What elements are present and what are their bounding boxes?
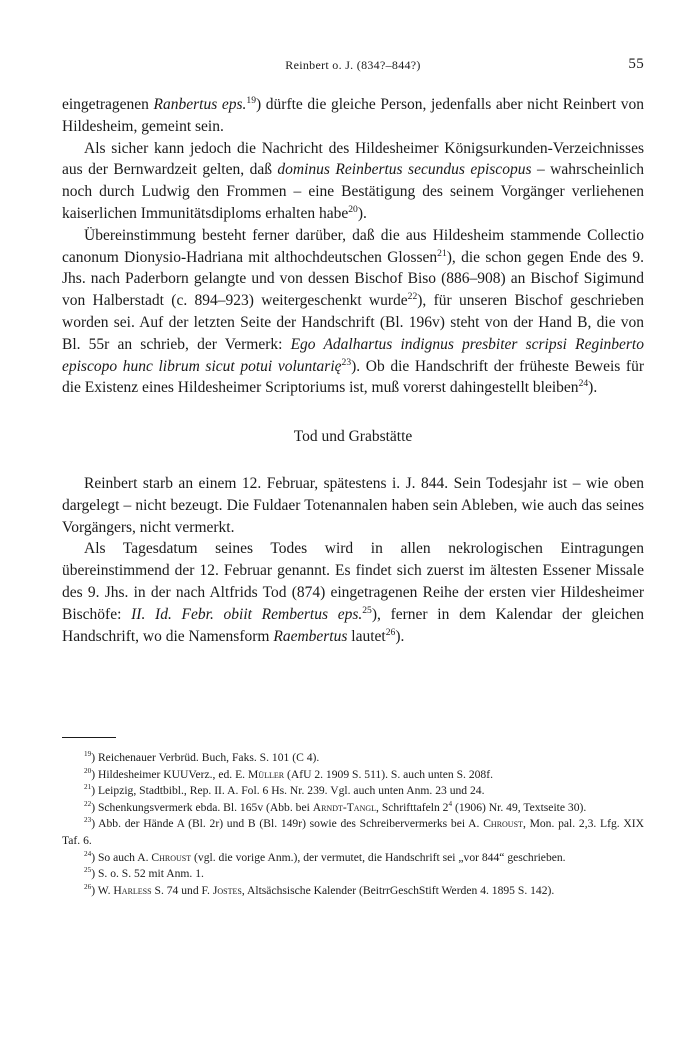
- footnote: $^{26}$) W. Harless S. 74 und F. Jostes, Altsächsische Kalender (BeitrrGeschStift Werden 4. 1895 S. 142).: [84, 882, 555, 897]
- footnote: $^{20}$) Hildesheimer KUUVerz., ed. E. Müller (AfU 2. 1909 S. 511). S. auch unten S. 208f.: [84, 766, 493, 781]
- footnote-ref[interactable]: 24: [578, 378, 589, 390]
- footnote-number: 21: [84, 783, 92, 792]
- footnote-ref[interactable]: 19: [246, 94, 257, 106]
- footnote-number: 24: [84, 849, 92, 858]
- footnote-ref[interactable]: 23: [341, 356, 352, 368]
- footnote-ref[interactable]: 21: [437, 247, 447, 259]
- footnotes: [62, 750, 644, 899]
- paragraph: eingetragenen Ranbertus eps.$^{19}$) dürfte die gleiche Person, jedenfalls aber nicht Reinbert von Hildesheim, gemeint sein.: [62, 94, 644, 135]
- paragraph: Reinbert starb an einem 12. Februar, spätestens i. J. 844. Sein Todesjahr ist – wie oben dargelegt – nicht bezeugt. Die Fuldaer Totenannalen haben sein Ableben, wie auch das seines Vorgängers, nicht vermerkt.: [62, 474, 644, 536]
- footnote: $^{19}$) Reichenauer Verbrüd. Buch, Faks. S. 101 (C 4).: [84, 750, 320, 764]
- section-heading: Tod und Grabstätte: [293, 428, 413, 446]
- page-number: 55: [628, 56, 644, 72]
- footnote-number: 19: [84, 750, 92, 759]
- footnote-number: 25: [84, 866, 92, 875]
- footnote-divider: [62, 737, 116, 738]
- footnote: $^{22}$) Schenkungsvermerk ebda. Bl. 165v (Abb. bei Arndt-Tangl, Schrifttafeln $2^4$ (1906) Nr. 49, Textseite 30).: [84, 799, 587, 814]
- footnote-ref[interactable]: 26: [385, 626, 396, 638]
- paragraph: Als Tagesdatum seines Todes wird in allen nekrologischen Eintragungen übereinstimmend der 12. Februar genannt. Es findet sich zuerst im ältesten Essener Missale des 9. Jhs. in der nach Altfrids Tod (874) eingetragenen Reihe der ersten vier Hildesheimer Bischöfe: II. Id. Febr. obiit Rembertus eps.$^{25}$), ferner in dem Kalendar der gleichen Handschrift, wo die Namensform Raembertus lautet$^{26}$).: [62, 540, 644, 645]
- footnote-number: 26: [84, 882, 92, 891]
- footnote-ref[interactable]: 20: [348, 203, 358, 215]
- running-head: [62, 56, 644, 78]
- body-text: [62, 94, 644, 647]
- footnote-number: 23: [84, 816, 92, 825]
- footnote-number: 20: [84, 766, 92, 775]
- paragraph: Als sicher kann jedoch die Nachricht des Hildesheimer Königsurkunden-Verzeichnisses aus der Bernwardzeit gelten, daß dominus Reinbertus secundus episcopus – wahrscheinlich noch durch Ludwig den Frommen – eine Bestätigung des seinem Vorgänger verliehenen kaiserlichen Immunitätsdiploms erhalten habe$^{20}$).: [62, 139, 644, 222]
- footnote: $^{21}$) Leipzig, Stadtbibl., Rep. II. A. Fol. 6 Hs. Nr. 239. Vgl. auch unten Anm. 23 und 24.: [84, 783, 485, 798]
- footnote-ref[interactable]: 22: [407, 291, 418, 303]
- footnote: $^{24}$) So auch A. Chroust (vgl. die vorige Anm.), der vermutet, die Handschrift sei „vor 844“ geschrieben.: [84, 849, 566, 864]
- paragraph: Übereinstimmung besteht ferner darüber, daß die aus Hildesheim stammende Collectio canonum Dionysio-Hadriana mit althochdeutschen Glossen$^{21}$), die schon gegen Ende des 9. Jhs. nach Paderborn gelangte und von dessen Bischof Biso (886–908) an Bischof Sigimund von Halberstadt (c. 894–923) weitergeschenkt wurde$^{22}$), für unseren Bischof geschrieben worden sei. Auf der letzten Seite der Handschrift (Bl. 196v) steht von der Hand B, die von Bl. 55r an schrieb, der Vermerk: Ego Adalhartus indignus presbiter scripsi Reginberto episcopo hunc librum sicut potui voluntarię$^{23}$). Ob die Handschrift der früheste Beweis für die Existenz eines Hildesheimer Scriptoriums ist, muß vorerst dahingestellt bleiben$^{24}$).: [62, 226, 644, 397]
- footnote: $^{23}$) Abb. der Hände A (Bl. 2r) und B (Bl. 149r) sowie des Schreibervermerks bei A. Chroust, Mon. pal. 2,3. Lfg. XIX Taf. 6.: [62, 816, 644, 847]
- running-title: Reinbert o. J. (834?–844?): [285, 58, 421, 72]
- footnote: $^{25}$) S. o. S. 52 mit Anm. 1.: [84, 866, 204, 881]
- footnote-ref[interactable]: 25: [362, 604, 372, 616]
- footnote-number: 22: [84, 799, 92, 808]
